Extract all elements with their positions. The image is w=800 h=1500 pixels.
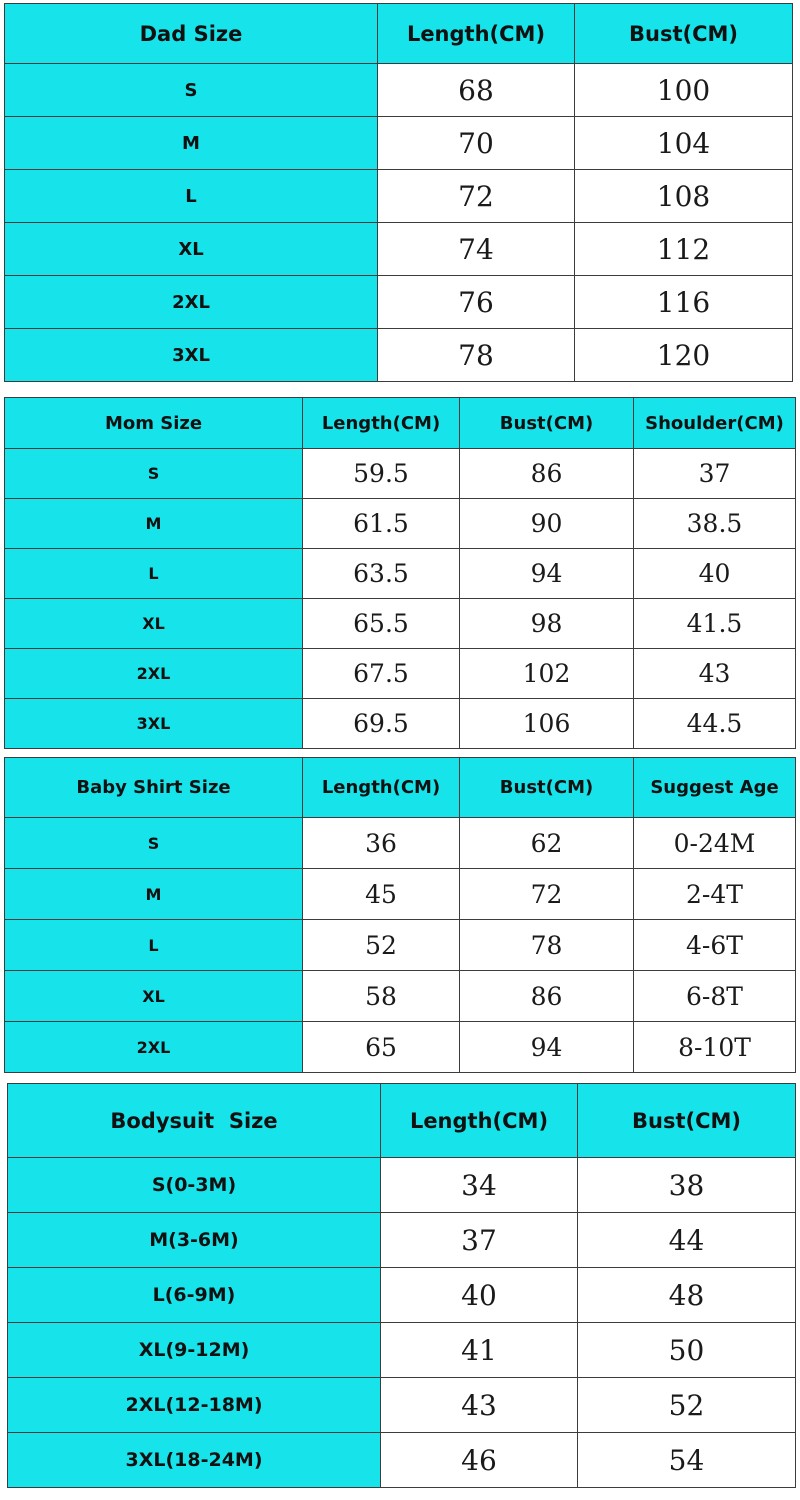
column-header: Bust(CM) — [575, 4, 793, 64]
column-header: Bust(CM) — [460, 758, 634, 818]
suggest-age-value: 8-10T — [634, 1022, 796, 1073]
size-label: S(0-3M) — [8, 1158, 381, 1213]
length-value: 70 — [378, 117, 575, 170]
bust-value: 86 — [460, 449, 634, 499]
length-value: 59.5 — [303, 449, 460, 499]
length-value: 61.5 — [303, 499, 460, 549]
bust-value: 54 — [578, 1433, 796, 1488]
bust-value: 112 — [575, 223, 793, 276]
table-row — [5, 499, 796, 549]
length-value: 65 — [303, 1022, 460, 1073]
length-value: 43 — [381, 1378, 578, 1433]
length-value: 41 — [381, 1323, 578, 1378]
bust-value: 90 — [460, 499, 634, 549]
size-label: L — [5, 170, 378, 223]
size-label: 2XL — [5, 649, 303, 699]
column-header: Bust(CM) — [460, 398, 634, 449]
column-header: Bust(CM) — [578, 1084, 796, 1158]
baby-shirt-size-table — [4, 757, 796, 1073]
column-header: Length(CM) — [303, 398, 460, 449]
size-label: M — [5, 499, 303, 549]
table-row — [8, 1378, 796, 1433]
bust-value: 44 — [578, 1213, 796, 1268]
mom-size-table — [4, 397, 796, 749]
bust-value: 62 — [460, 818, 634, 869]
size-label: S — [5, 818, 303, 869]
bust-value: 50 — [578, 1323, 796, 1378]
bust-value: 38 — [578, 1158, 796, 1213]
table-row — [8, 1158, 796, 1213]
length-value: 63.5 — [303, 549, 460, 599]
table-row — [5, 549, 796, 599]
length-value: 78 — [378, 329, 575, 382]
size-label: 2XL(12-18M) — [8, 1378, 381, 1433]
table-row — [5, 64, 793, 117]
size-label: S — [5, 449, 303, 499]
size-label: 2XL — [5, 1022, 303, 1073]
shoulder-value: 40 — [634, 549, 796, 599]
column-header: Dad Size — [5, 4, 378, 64]
shoulder-value: 41.5 — [634, 599, 796, 649]
size-label: 3XL(18-24M) — [8, 1433, 381, 1488]
suggest-age-value: 2-4T — [634, 869, 796, 920]
bust-value: 48 — [578, 1268, 796, 1323]
bodysuit-size-table — [7, 1083, 796, 1488]
table-header-row — [5, 398, 796, 449]
size-label: 3XL — [5, 699, 303, 749]
bust-value: 94 — [460, 1022, 634, 1073]
length-value: 69.5 — [303, 699, 460, 749]
length-value: 46 — [381, 1433, 578, 1488]
bust-value: 108 — [575, 170, 793, 223]
size-label: S — [5, 64, 378, 117]
table-row — [5, 699, 796, 749]
size-label: L — [5, 549, 303, 599]
size-label: XL — [5, 223, 378, 276]
size-label: M — [5, 869, 303, 920]
bust-value: 106 — [460, 699, 634, 749]
bust-value: 104 — [575, 117, 793, 170]
shoulder-value: 43 — [634, 649, 796, 699]
table-row — [5, 223, 793, 276]
suggest-age-value: 6-8T — [634, 971, 796, 1022]
length-value: 34 — [381, 1158, 578, 1213]
table-row — [5, 599, 796, 649]
size-label: 3XL — [5, 329, 378, 382]
size-label: M — [5, 117, 378, 170]
shoulder-value: 37 — [634, 449, 796, 499]
bust-value: 116 — [575, 276, 793, 329]
length-value: 58 — [303, 971, 460, 1022]
table-row — [5, 818, 796, 869]
column-header: Length(CM) — [303, 758, 460, 818]
column-header: Length(CM) — [378, 4, 575, 64]
bust-value: 98 — [460, 599, 634, 649]
size-label: L — [5, 920, 303, 971]
bust-value: 72 — [460, 869, 634, 920]
shoulder-value: 38.5 — [634, 499, 796, 549]
length-value: 40 — [381, 1268, 578, 1323]
bust-value: 120 — [575, 329, 793, 382]
column-header: Suggest Age — [634, 758, 796, 818]
size-label: M(3-6M) — [8, 1213, 381, 1268]
column-header: Bodysuit Size — [8, 1084, 381, 1158]
length-value: 36 — [303, 818, 460, 869]
bust-value: 86 — [460, 971, 634, 1022]
table-row — [5, 329, 793, 382]
table-header-row — [5, 4, 793, 64]
suggest-age-value: 4-6T — [634, 920, 796, 971]
table-row — [5, 1022, 796, 1073]
length-value: 65.5 — [303, 599, 460, 649]
table-row — [5, 276, 793, 329]
table-row — [5, 971, 796, 1022]
column-header: Shoulder(CM) — [634, 398, 796, 449]
size-label: L(6-9M) — [8, 1268, 381, 1323]
bust-value: 100 — [575, 64, 793, 117]
bust-value: 78 — [460, 920, 634, 971]
size-label: XL(9-12M) — [8, 1323, 381, 1378]
suggest-age-value: 0-24M — [634, 818, 796, 869]
bust-value: 94 — [460, 549, 634, 599]
table-row — [5, 117, 793, 170]
length-value: 74 — [378, 223, 575, 276]
length-value: 45 — [303, 869, 460, 920]
column-header: Baby Shirt Size — [5, 758, 303, 818]
table-row — [5, 449, 796, 499]
length-value: 67.5 — [303, 649, 460, 699]
size-label: XL — [5, 599, 303, 649]
length-value: 52 — [303, 920, 460, 971]
size-label: 2XL — [5, 276, 378, 329]
size-label: XL — [5, 971, 303, 1022]
bust-value: 102 — [460, 649, 634, 699]
table-header-row — [8, 1084, 796, 1158]
bust-value: 52 — [578, 1378, 796, 1433]
table-row — [5, 920, 796, 971]
table-row — [5, 869, 796, 920]
table-row — [8, 1433, 796, 1488]
length-value: 76 — [378, 276, 575, 329]
table-row — [5, 649, 796, 699]
column-header: Length(CM) — [381, 1084, 578, 1158]
length-value: 68 — [378, 64, 575, 117]
table-row — [8, 1213, 796, 1268]
dad-size-table — [4, 3, 793, 382]
length-value: 72 — [378, 170, 575, 223]
length-value: 37 — [381, 1213, 578, 1268]
table-header-row — [5, 758, 796, 818]
table-row — [8, 1268, 796, 1323]
shoulder-value: 44.5 — [634, 699, 796, 749]
table-row — [8, 1323, 796, 1378]
table-row — [5, 170, 793, 223]
column-header: Mom Size — [5, 398, 303, 449]
